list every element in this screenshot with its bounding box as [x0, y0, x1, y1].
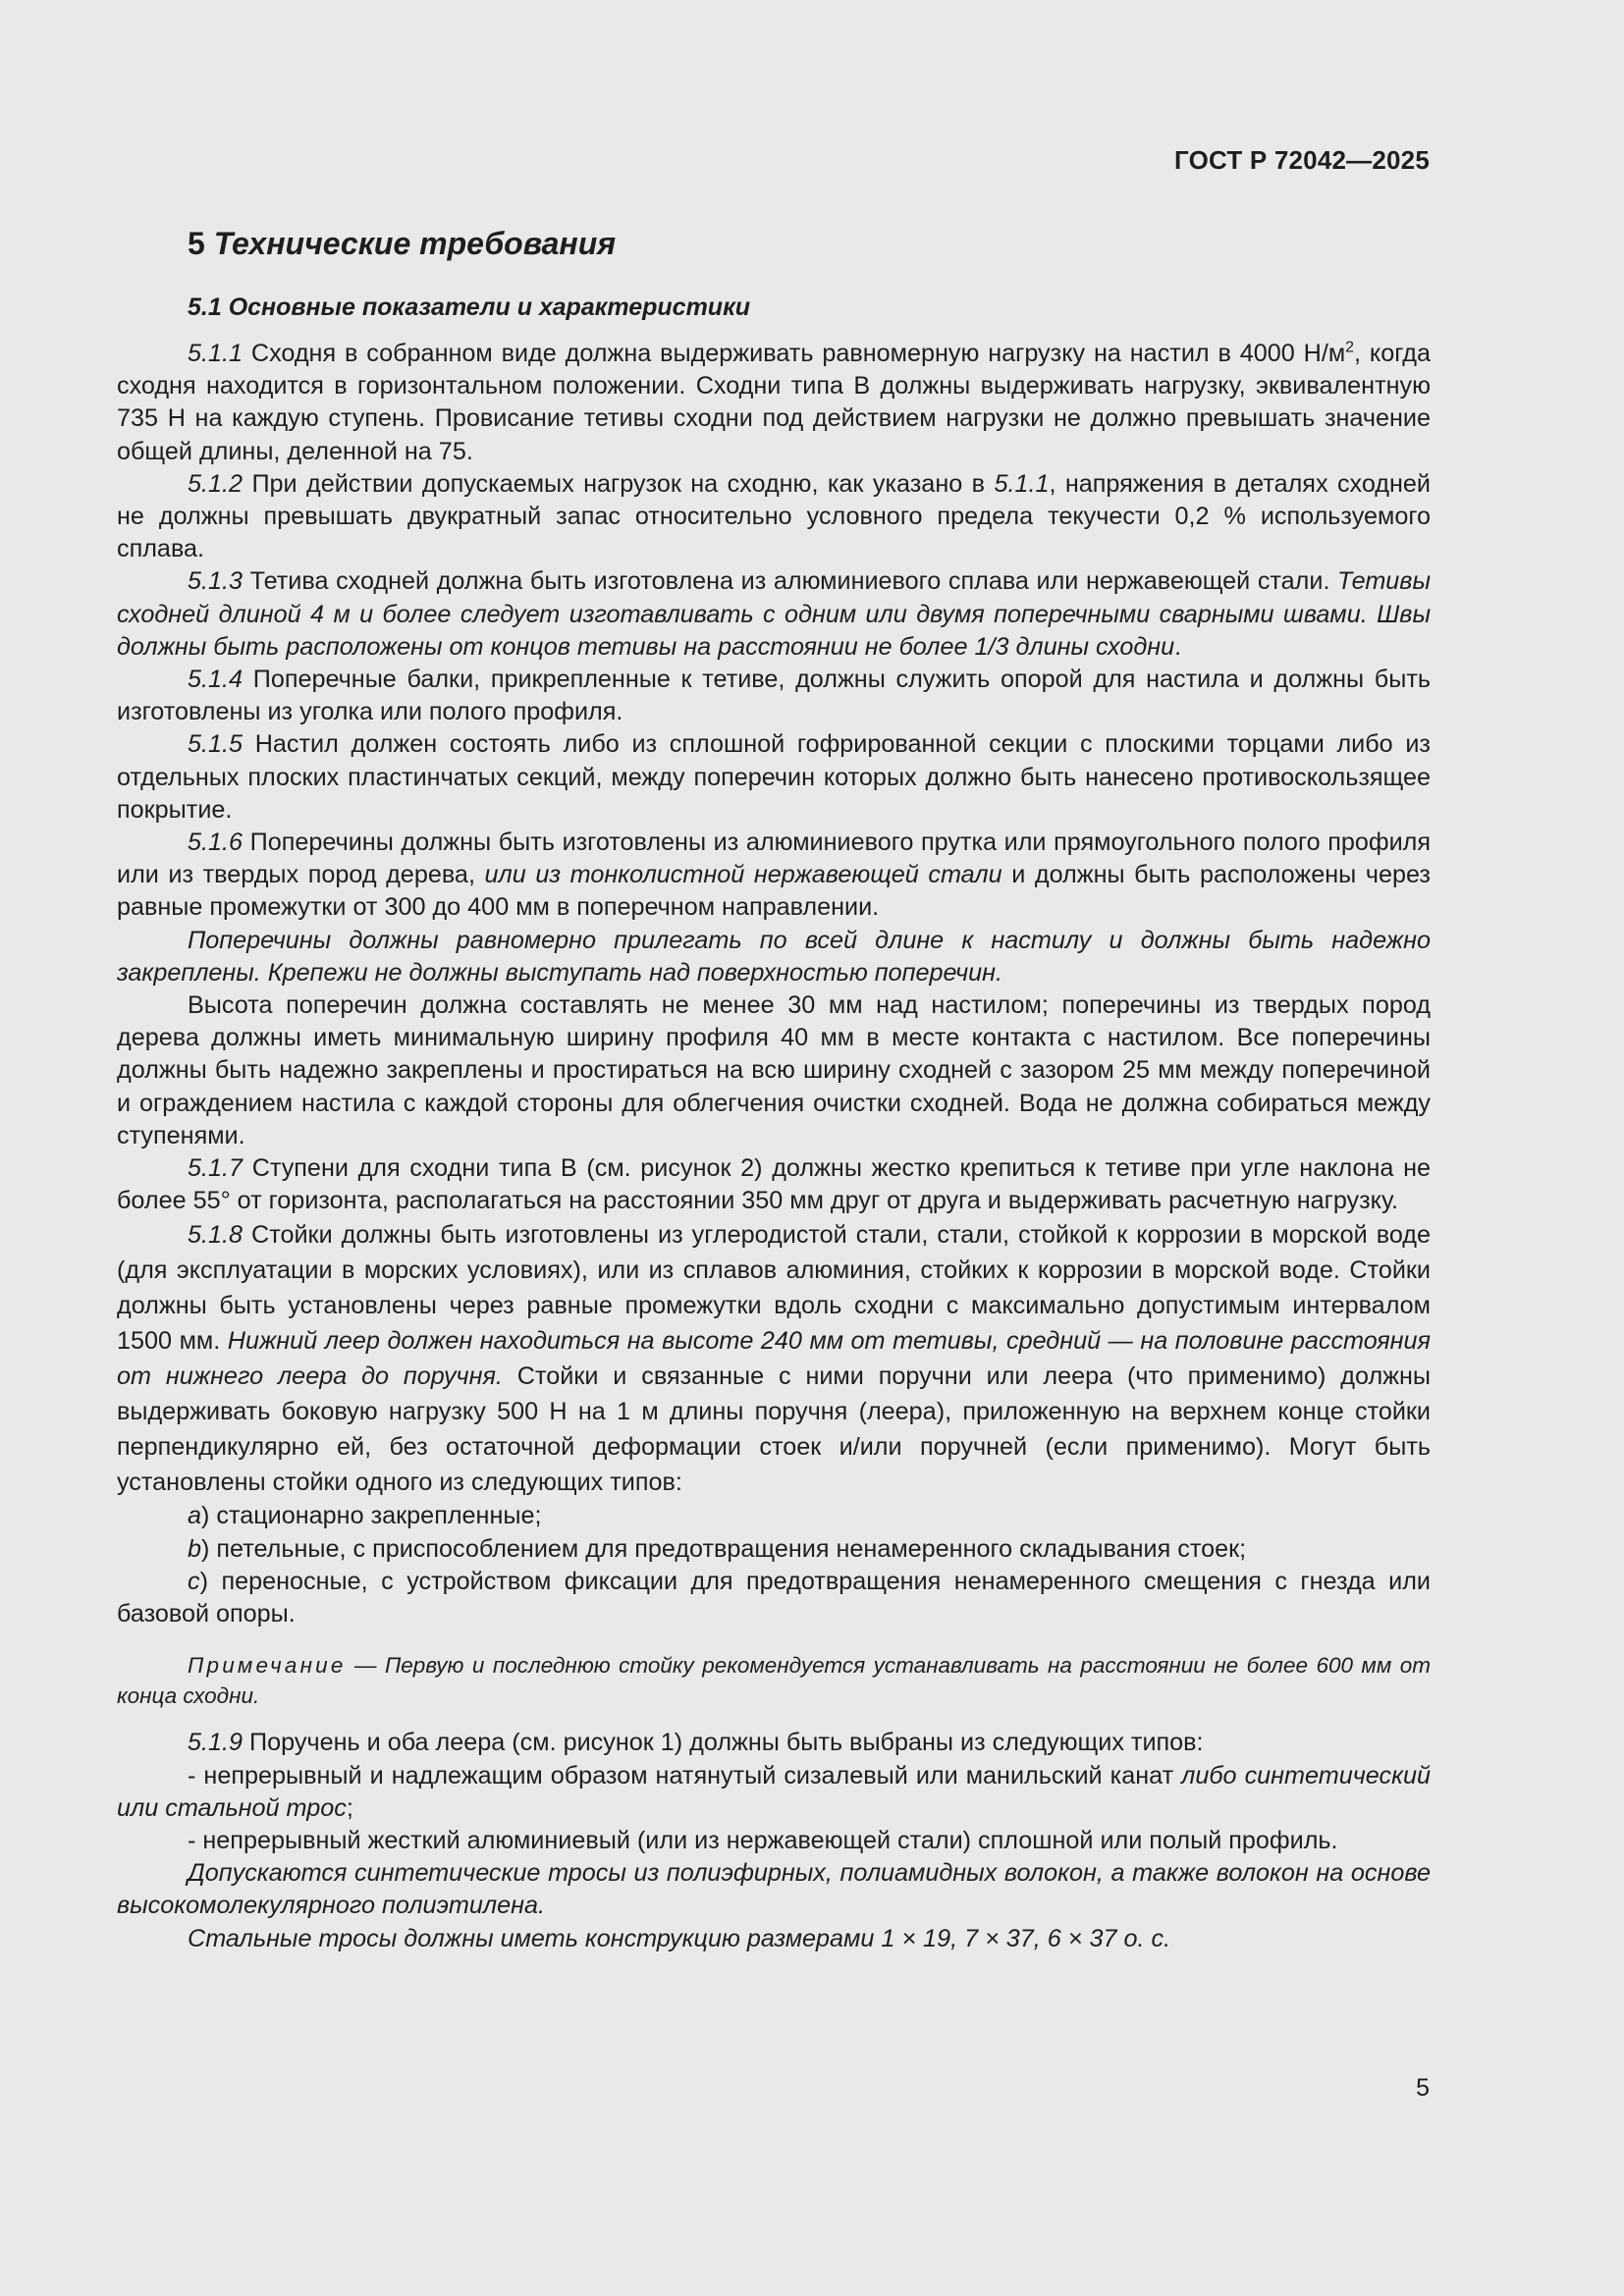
- clause-number: 5.1.8: [188, 1221, 244, 1250]
- paragraph-italic-text: Тетивы сходней длиной 4 м и более следует изготавливать с одним или двумя поперечными сварными швами. Швы должны быть расположены от концов тетивы на расстоянии не более 1/3 длины сходни: [117, 567, 1431, 661]
- paragraph-text: Стойки и связанные с ними поручни или леера (что применимо) должны выдерживать боковую нагрузку 500 Н на 1 м длины поручня (леера), приложенную на верхнем конце стойки перпендикулярно ей, без остаточной деформации стоек и/или поручней (если применимо). Могут быть установлены стойки одного из следующих типов:: [117, 1362, 1431, 1497]
- paragraph-text: , когда сходня находится в горизонтальном положении. Сходни типа В должны выдерживать нагрузку, эквивалентную 735 Н на каждую ступень. Провисание тетивы сходни под действием нагрузки не должно превышать значение общей длины, деленной на 75.: [117, 340, 1431, 465]
- paragraph-5-1-4: [117, 664, 1431, 728]
- paragraph-text: При действии допускаемых нагрузок на сходню, как указано в: [243, 469, 995, 498]
- paragraph-text: .: [1174, 632, 1182, 661]
- paragraph-5-1-6-height: [117, 989, 1431, 1152]
- paragraph-5-1-3: [117, 565, 1431, 664]
- dash-item-profile: [117, 1825, 1431, 1857]
- paragraph-italic-text: или из тонколистной нержавеющей стали: [484, 861, 1002, 889]
- clause-number: 5.1.1: [188, 340, 244, 367]
- paragraph-5-1-5: [117, 728, 1431, 827]
- clause-number: 5.1.6: [188, 828, 244, 857]
- subsection-title: 5.1 Основные показатели и характеристики: [188, 294, 751, 321]
- paragraph-italic-text: Стальные тросы должны иметь конструкцию размерами 1 × 19, 7 × 37, 6 × 37 о. с.: [188, 1924, 1171, 1952]
- list-item-c: [117, 1566, 1431, 1630]
- paragraph-5-1-6-italic: [117, 925, 1431, 989]
- paragraph-italic-text: Допускаются синтетические тросы из полиэфирных, полиамидных волокон, а также волокон на основе высокомолекулярного полиэтилена.: [117, 1859, 1431, 1920]
- paragraph-text: Ступени для сходни типа В (см. рисунок 2) должны жестко крепиться к тетиве при угле наклона не более 55° от горизонта, располагаться на расстоянии 350 мм друг от друга и выдерживать расчетную нагрузку.: [117, 1154, 1431, 1215]
- paragraph-steel-ropes: [117, 1923, 1431, 1955]
- paragraph-synthetic-ropes: [117, 1857, 1431, 1922]
- paragraph-text: Сходня в собранном виде должна выдерживать равномерную нагрузку на настил в 4000 Н/м: [243, 340, 1346, 367]
- section-title-text: Технические требования: [213, 226, 617, 261]
- list-item-a: [117, 1500, 1431, 1532]
- paragraph-text: Тетива сходней должна быть изготовлена из алюминиевого сплава или нержавеющей стали.: [243, 567, 1338, 596]
- list-marker: a: [188, 1502, 202, 1530]
- paragraph-5-1-8: [117, 1217, 1431, 1500]
- paragraph-5-1-9: [117, 1727, 1431, 1759]
- list-marker: b: [188, 1534, 202, 1563]
- paragraph-text: , напряжения в деталях сходней не должны превышать двукратный запас относительно условного предела текучести 0,2 % используемого сплава.: [117, 469, 1431, 563]
- paragraph-text: Поперечные балки, прикрепленные к тетиве, должны служить опорой для настила и должны быть изготовлены из уголка или полого профиля.: [117, 666, 1431, 726]
- paragraph-text: и должны быть расположены через равные промежутки от 300 до 400 мм в поперечном направлении.: [117, 861, 1431, 922]
- list-item-text: - непрерывный и надлежащим образом натянутый сизалевый или манильский канат: [188, 1761, 1182, 1789]
- list-item-b: [117, 1533, 1431, 1566]
- list-marker: c: [188, 1567, 200, 1595]
- paragraph-italic-text: Поперечины должны равномерно прилегать по всей длине к настилу и должны быть надежно закреплены. Крепежи не должны выступать над поверхностью поперечин.: [117, 926, 1431, 987]
- note-text: — Первую и последнюю стойку рекомендуется устанавливать на расстоянии не более 600 мм от конца сходни.: [117, 1653, 1431, 1709]
- clause-number: 5.1.3: [188, 567, 244, 596]
- section-title: [188, 224, 1431, 263]
- list-item-text: ) петельные, с приспособлением для предотвращения ненамеренного складывания стоек;: [201, 1534, 1247, 1563]
- page-number: 5: [1416, 2074, 1430, 2102]
- paragraph-text: Стойки должны быть изготовлены из углеродистой стали, стали, стойкой к коррозии в морской воде (для эксплуатации в морских условиях), или из сплавов алюминия, стойких к коррозии в морской воде. Стойки должны быть установлены через равные промежутки вдоль сходни с максимально допустимым интервалом 1500 мм.: [117, 1221, 1431, 1356]
- dash-item-rope: [117, 1760, 1431, 1825]
- document-id-header: ГОСТ Р 72042—2025: [1174, 145, 1430, 175]
- paragraph-text: Поперечины должны быть изготовлены из алюминиевого прутка или прямоугольного полого профиля или из твердых пород дерева,: [117, 828, 1431, 889]
- paragraph-italic-text: Нижний леер должен находиться на высоте 240 мм от тетивы, средний — на половине расстояния от нижнего леера до поручня.: [117, 1327, 1431, 1391]
- note: [117, 1650, 1431, 1711]
- list-item-text: ) переносные, с устройством фиксации для предотвращения ненамеренного смещения с гнезда или базовой опоры.: [117, 1567, 1431, 1629]
- paragraph-5-1-6: [117, 827, 1431, 925]
- paragraph-text: Высота поперечин должна составлять не менее 30 мм над настилом; поперечины из твердых пород дерева должны иметь минимальную ширину профиля 40 мм в месте контакта с настилом. Все поперечины должны быть надежно закреплены и простираться на всю ширину сходней с зазором 25 мм между поперечиной и ограждением настила с каждой стороны для облегчения очистки сходней. Вода не должна собираться между ступенями.: [117, 991, 1431, 1149]
- paragraph-text: Поручень и оба леера (см. рисунок 1) должны быть выбраны из следующих типов:: [243, 1729, 1204, 1757]
- clause-number: 5.1.2: [188, 469, 244, 498]
- section-number: 5: [188, 226, 205, 261]
- clause-reference: 5.1.1: [994, 469, 1050, 498]
- paragraph-5-1-2: [117, 468, 1431, 566]
- list-item-text: ) стационарно закрепленные;: [201, 1502, 542, 1530]
- paragraph-text: Настил должен состоять либо из сплошной гофрированной секции с плоскими торцами либо из отдельных плоских пластинчатых секций, между поперечин которых должно быть нанесено противоскользящее покрытие.: [117, 730, 1431, 824]
- clause-number: 5.1.5: [188, 730, 244, 759]
- clause-number: 5.1.4: [188, 666, 244, 694]
- clause-number: 5.1.9: [188, 1729, 244, 1757]
- paragraph-5-1-7: [117, 1152, 1431, 1217]
- list-item-text: - непрерывный жесткий алюминиевый (или из нержавеющей стали) сплошной или полый профиль.: [188, 1826, 1338, 1854]
- list-item-text: ;: [346, 1793, 353, 1822]
- paragraph-italic-text: либо синтетический или стальной трос: [117, 1761, 1431, 1822]
- paragraph-5-1-1: [117, 338, 1431, 468]
- note-label: Примечание: [188, 1653, 347, 1679]
- document-body: [117, 216, 1431, 1955]
- clause-number: 5.1.7: [188, 1154, 244, 1183]
- superscript: 2: [1345, 339, 1355, 356]
